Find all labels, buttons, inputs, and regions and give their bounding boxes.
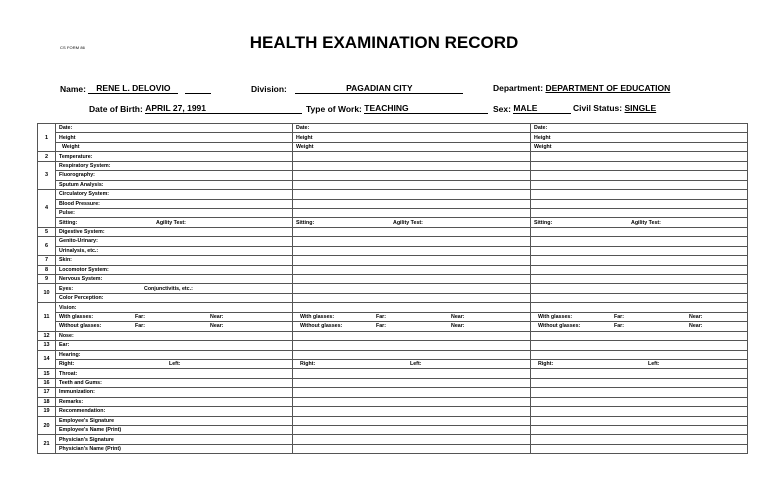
row-number: 21	[38, 435, 56, 454]
blank-cell[interactable]	[293, 275, 531, 284]
row-number: 15	[38, 369, 56, 378]
without-glasses-cell[interactable]	[531, 322, 748, 331]
row-number: 1	[38, 124, 56, 152]
right-left-cell[interactable]	[56, 359, 293, 368]
blank-cell[interactable]	[293, 265, 531, 274]
sex-value[interactable]: MALE	[513, 103, 571, 114]
form-code: CS FORM 86	[60, 45, 86, 50]
division-value[interactable]: PAGADIAN CITY	[295, 83, 463, 94]
blank-cell[interactable]	[293, 284, 531, 293]
digestive-cell[interactable]: Digestive System:	[56, 227, 293, 236]
conjunctivitis-label: Conjunctivitis, etc.:	[144, 285, 193, 292]
skin-cell[interactable]: Skin:	[56, 256, 293, 265]
name-label: Name:	[60, 84, 86, 94]
with-glasses-label: With glasses:	[59, 313, 94, 320]
blank-cell[interactable]	[531, 397, 748, 406]
row-number: 13	[38, 341, 56, 350]
row-number: 9	[38, 275, 56, 284]
with-glasses-label: With glasses:	[538, 313, 573, 320]
table-row	[38, 161, 748, 170]
row-number: 17	[38, 388, 56, 397]
near-label: Near:	[689, 323, 703, 330]
division-label: Division:	[251, 84, 287, 94]
table-row	[38, 388, 748, 397]
blank-cell[interactable]	[531, 275, 748, 284]
blank-cell[interactable]	[531, 378, 748, 387]
row-number: 4	[38, 190, 56, 228]
blank-cell[interactable]	[531, 190, 748, 199]
table-row	[38, 124, 748, 133]
right-left-cell[interactable]	[531, 359, 748, 368]
table-row	[38, 435, 748, 444]
near-label: Near:	[689, 313, 703, 320]
with-glasses-cell[interactable]	[531, 312, 748, 321]
sex-field	[493, 103, 571, 114]
table-row	[38, 142, 748, 151]
blank-cell[interactable]	[293, 227, 531, 236]
table-row	[38, 312, 748, 321]
blank-cell[interactable]	[293, 246, 531, 255]
row-number: 10	[38, 284, 56, 303]
left-label: Left:	[410, 361, 422, 368]
blank-cell[interactable]	[293, 369, 531, 378]
far-label: Far:	[135, 323, 146, 330]
physician-name-cell[interactable]: Physician's Name (Print)	[56, 444, 293, 453]
temperature-cell[interactable]: Temperature:	[56, 152, 293, 161]
with-glasses-label: With glasses:	[300, 313, 335, 320]
row-number: 8	[38, 265, 56, 274]
table-row	[38, 407, 748, 416]
immunization-cell[interactable]: Immunization:	[56, 388, 293, 397]
blank-cell[interactable]	[531, 303, 748, 312]
table-row	[38, 152, 748, 161]
name-value[interactable]: RENE L. DELOVIO	[88, 83, 178, 94]
table-row	[38, 199, 748, 208]
genito-cell[interactable]: Genito-Urinary:	[56, 237, 293, 246]
locomotor-cell[interactable]: Locomotor System:	[56, 265, 293, 274]
blank-cell[interactable]	[293, 350, 531, 359]
blank-cell[interactable]	[531, 208, 748, 217]
blank-cell[interactable]	[531, 237, 748, 246]
blank-cell[interactable]	[293, 171, 531, 180]
height-cell[interactable]: Height	[531, 133, 748, 142]
blank-cell[interactable]	[293, 331, 531, 340]
date-cell[interactable]: Date:	[293, 124, 531, 133]
department-field	[493, 83, 670, 93]
row-number: 18	[38, 397, 56, 406]
remarks-cell[interactable]: Remarks:	[56, 397, 293, 406]
table-row	[38, 190, 748, 199]
far-label: Far:	[376, 323, 387, 330]
blank-cell[interactable]	[531, 331, 748, 340]
employee-name-cell[interactable]: Employee's Name (Print)	[56, 426, 293, 435]
employee-signature-cell[interactable]: Employee's Signature	[56, 416, 293, 425]
division-field	[251, 83, 463, 94]
sitting-cell[interactable]	[56, 218, 293, 227]
blank-cell[interactable]	[293, 256, 531, 265]
table-row	[38, 397, 748, 406]
with-glasses-cell[interactable]	[293, 312, 531, 321]
blank-cell[interactable]	[293, 293, 531, 302]
blank-cell[interactable]	[293, 208, 531, 217]
blank-cell[interactable]	[531, 199, 748, 208]
with-glasses-cell[interactable]	[56, 312, 293, 321]
table-row	[38, 444, 748, 453]
height-cell[interactable]: Height	[56, 133, 293, 142]
blank-cell[interactable]	[293, 199, 531, 208]
agility-label: Agility Test:	[631, 219, 661, 226]
blank-cell[interactable]	[531, 246, 748, 255]
sitting-cell[interactable]	[293, 218, 531, 227]
table-row	[38, 227, 748, 236]
row-number: 3	[38, 161, 56, 189]
work-field	[306, 103, 488, 114]
table-row	[38, 359, 748, 368]
weight-cell[interactable]: Weight	[531, 142, 748, 151]
weight-cell[interactable]: Weight	[56, 142, 293, 151]
row-number: 6	[38, 237, 56, 256]
department-value[interactable]: DEPARTMENT OF EDUCATION	[545, 83, 671, 93]
blank-cell[interactable]	[531, 388, 748, 397]
table-row	[38, 218, 748, 227]
agility-label: Agility Test:	[156, 219, 186, 226]
civil-status-field	[573, 103, 656, 113]
table-row	[38, 303, 748, 312]
right-label: Right:	[538, 361, 554, 368]
blank-cell[interactable]	[293, 303, 531, 312]
blank-cell[interactable]	[531, 256, 748, 265]
row-number: 5	[38, 227, 56, 236]
blank-cell[interactable]	[293, 161, 531, 170]
near-label: Near:	[451, 313, 465, 320]
row-number: 11	[38, 303, 56, 331]
height-cell[interactable]: Height	[293, 133, 531, 142]
table-row	[38, 341, 748, 350]
blank-cell[interactable]	[531, 426, 748, 435]
civil-status-value[interactable]: SINGLE	[624, 103, 657, 113]
nose-cell[interactable]: Nose:	[56, 331, 293, 340]
work-label: Type of Work:	[306, 104, 362, 114]
right-label: Right:	[300, 361, 316, 368]
throat-cell[interactable]: Throat:	[56, 369, 293, 378]
blank-cell[interactable]	[293, 407, 531, 416]
blank-cell[interactable]	[531, 265, 748, 274]
blank-cell[interactable]	[293, 180, 531, 189]
blank-cell[interactable]	[293, 341, 531, 350]
row-number: 12	[38, 331, 56, 340]
without-glasses-label: Without glasses:	[59, 323, 102, 330]
blank-cell[interactable]	[531, 341, 748, 350]
civil-status-label: Civil Status:	[573, 103, 623, 113]
hearing-cell[interactable]: Hearing:	[56, 350, 293, 359]
ear-cell[interactable]: Ear:	[56, 341, 293, 350]
far-label: Far:	[614, 323, 625, 330]
blank-cell[interactable]	[293, 435, 531, 444]
blank-cell[interactable]	[293, 444, 531, 453]
blank-cell[interactable]	[531, 227, 748, 236]
agility-label: Agility Test:	[393, 219, 423, 226]
table-row	[38, 171, 748, 180]
row-number: 2	[38, 152, 56, 161]
row-number: 20	[38, 416, 56, 435]
blank-cell[interactable]	[531, 180, 748, 189]
row-number: 16	[38, 378, 56, 387]
sputum-cell[interactable]: Sputum Analysis:	[56, 180, 293, 189]
date-cell[interactable]: Date:	[531, 124, 748, 133]
blank-cell[interactable]	[531, 152, 748, 161]
without-glasses-cell[interactable]	[293, 322, 531, 331]
dob-value[interactable]: APRIL 27, 1991	[145, 103, 302, 114]
weight-cell[interactable]: Weight	[293, 142, 531, 151]
table-row	[38, 133, 748, 142]
blank-cell[interactable]	[531, 161, 748, 170]
teeth-cell[interactable]: Teeth and Gums:	[56, 378, 293, 387]
far-label: Far:	[376, 313, 387, 320]
blank-cell[interactable]	[293, 397, 531, 406]
nervous-cell[interactable]: Nervous System:	[56, 275, 293, 284]
blank-cell[interactable]	[531, 293, 748, 302]
table-row	[38, 237, 748, 246]
sitting-label: Sitting:	[534, 219, 553, 226]
name-field	[60, 83, 211, 94]
blank-cell[interactable]	[531, 407, 748, 416]
eyes-label: Eyes:	[59, 285, 74, 292]
blank-cell[interactable]	[293, 190, 531, 199]
work-value[interactable]: TEACHING	[364, 103, 488, 114]
eyes-cell[interactable]	[56, 284, 293, 293]
table-row	[38, 208, 748, 217]
left-label: Left:	[169, 361, 181, 368]
blank-cell[interactable]	[293, 426, 531, 435]
blank-cell[interactable]	[293, 237, 531, 246]
blank-cell[interactable]	[531, 284, 748, 293]
far-label: Far:	[135, 313, 146, 320]
table-row	[38, 284, 748, 293]
table-row	[38, 275, 748, 284]
pulse-cell[interactable]: Pulse:	[56, 208, 293, 217]
sex-label: Sex:	[493, 104, 511, 114]
fluorography-cell[interactable]: Fluorography:	[56, 171, 293, 180]
circulatory-cell[interactable]: Circulatory System:	[56, 190, 293, 199]
exam-table	[37, 123, 748, 454]
blank-cell[interactable]	[293, 416, 531, 425]
left-label: Left:	[648, 361, 660, 368]
near-label: Near:	[210, 323, 224, 330]
table-row	[38, 350, 748, 359]
urinalysis-cell[interactable]: Urinalysis, etc.:	[56, 246, 293, 255]
table-row	[38, 180, 748, 189]
blank-cell[interactable]	[531, 369, 748, 378]
row-number: 14	[38, 350, 56, 369]
table-row	[38, 265, 748, 274]
date-cell[interactable]: Date:	[56, 124, 293, 133]
without-glasses-cell[interactable]	[56, 322, 293, 331]
name-extra-line	[185, 85, 211, 94]
vision-cell[interactable]: Vision:	[56, 303, 293, 312]
row-number: 19	[38, 407, 56, 416]
blank-cell[interactable]	[531, 350, 748, 359]
color-perception-cell[interactable]: Color Perception:	[56, 293, 293, 302]
far-label: Far:	[614, 313, 625, 320]
right-label: Right:	[59, 361, 75, 368]
right-left-cell[interactable]	[293, 359, 531, 368]
without-glasses-label: Without glasses:	[538, 323, 581, 330]
table-row	[38, 293, 748, 302]
blank-cell[interactable]	[531, 416, 748, 425]
table-row	[38, 331, 748, 340]
recommendation-cell[interactable]: Recommendation:	[56, 407, 293, 416]
near-label: Near:	[210, 313, 224, 320]
without-glasses-label: Without glasses:	[300, 323, 343, 330]
near-label: Near:	[451, 323, 465, 330]
table-row	[38, 426, 748, 435]
respiratory-cell[interactable]: Respiratory System:	[56, 161, 293, 170]
table-row	[38, 322, 748, 331]
sitting-label: Sitting:	[296, 219, 315, 226]
sitting-cell[interactable]	[531, 218, 748, 227]
table-row	[38, 416, 748, 425]
blank-cell[interactable]	[531, 435, 748, 444]
blood-pressure-cell[interactable]: Blood Pressure:	[56, 199, 293, 208]
department-label: Department:	[493, 83, 544, 93]
dob-label: Date of Birth:	[89, 104, 143, 114]
blank-cell[interactable]	[293, 152, 531, 161]
dob-field	[89, 103, 302, 114]
blank-cell[interactable]	[293, 378, 531, 387]
sitting-label: Sitting:	[59, 219, 78, 226]
table-row	[38, 378, 748, 387]
physician-signature-cell[interactable]: Physician's Signature	[56, 435, 293, 444]
blank-cell[interactable]	[531, 171, 748, 180]
blank-cell[interactable]	[531, 444, 748, 453]
blank-cell[interactable]	[293, 388, 531, 397]
page-title: HEALTH EXAMINATION RECORD	[249, 33, 519, 52]
table-row	[38, 256, 748, 265]
row-number: 7	[38, 256, 56, 265]
table-row	[38, 369, 748, 378]
table-row	[38, 246, 748, 255]
